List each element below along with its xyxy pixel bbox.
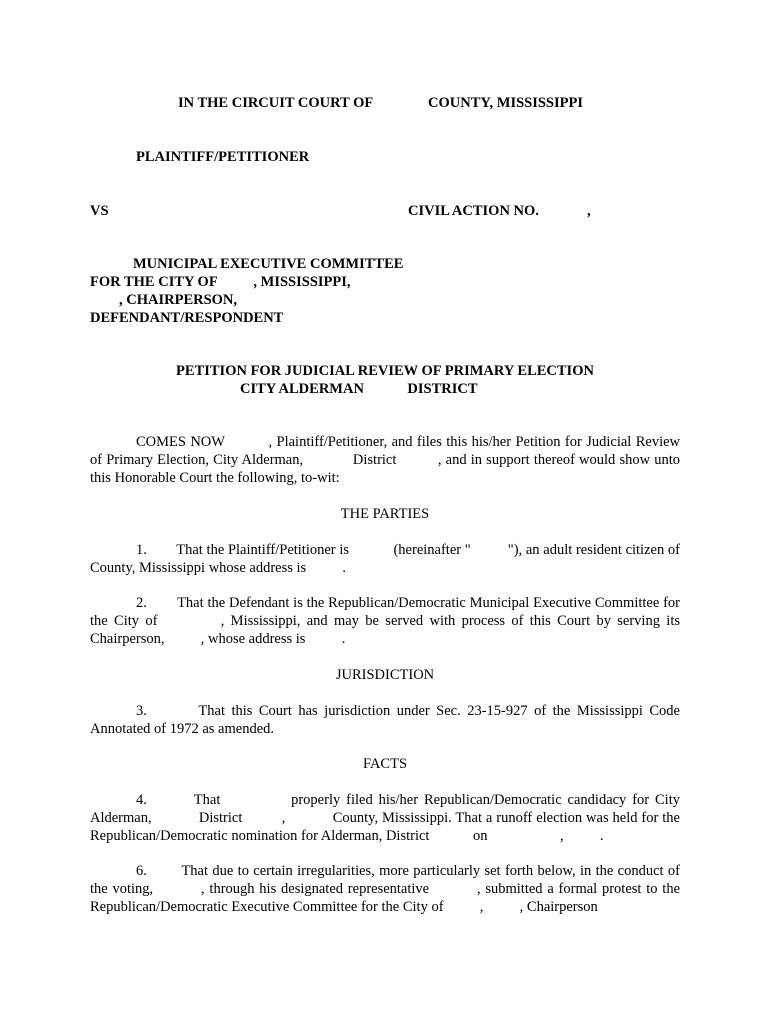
civil-action-label: CIVIL ACTION NO.: [408, 203, 539, 219]
intro-paragraph: COMES NOW , Plaintiff/Petitioner, and files this his/her Petition for Judicial Review of Primary Election, City Alderman, District , and in support thereof would show unto this Honorable Court the following, to-wit:: [90, 434, 684, 486]
paragraph-4: 4. That properly filed his/her Republican/Democratic candidacy for City Alderman, District , County, Mississippi. That a runoff election was held for the Republican/Democratic nomination for Alderman, District on , .: [90, 792, 684, 844]
section-heading-facts: FACTS: [362, 756, 408, 772]
section-heading-jurisdiction: JURISDICTION: [335, 667, 435, 683]
petition-title-line-2: CITY ALDERMAN DISTRICT: [240, 381, 478, 397]
defendant-line-4: DEFENDANT/RESPONDENT: [90, 310, 284, 326]
court-name-right: COUNTY, MISSISSIPPI: [428, 95, 583, 111]
plaintiff-label: PLAINTIFF/PETITIONER: [136, 149, 310, 165]
paragraph-6: 6. That due to certain irregularities, more particularly set forth below, in the conduct of the voting, , through his designated representative , submitted a formal protest to the Republican/Democratic Executive Committee for the City of , , Chairperson: [90, 863, 684, 915]
defendant-line-1: MUNICIPAL EXECUTIVE COMMITTEE: [133, 256, 404, 272]
court-name-left: IN THE CIRCUIT COURT OF: [178, 95, 374, 111]
defendant-line-2: FOR THE CITY OF , MISSISSIPPI,: [90, 274, 351, 290]
vs-label: VS: [90, 203, 109, 219]
defendant-line-3: , CHAIRPERSON,: [90, 292, 238, 308]
civil-action-comma: ,: [587, 203, 591, 219]
paragraph-2: 2. That the Defendant is the Republican/Democratic Municipal Executive Committee for the City of , Mississippi, and may be served with process of this Court by serving its Chairperson, , whose address is .: [90, 595, 684, 647]
petition-title-line-1: PETITION FOR JUDICIAL REVIEW OF PRIMARY ELECTION: [176, 363, 594, 379]
section-heading-parties: THE PARTIES: [340, 506, 430, 522]
paragraph-1: 1. That the Plaintiff/Petitioner is (hereinafter " "), an adult resident citizen of County, Mississippi whose address is .: [90, 542, 724, 576]
paragraph-3: 3. That this Court has jurisdiction under Sec. 23-15-927 of the Mississippi Code Annotated of 1972 as amended.: [90, 703, 683, 737]
